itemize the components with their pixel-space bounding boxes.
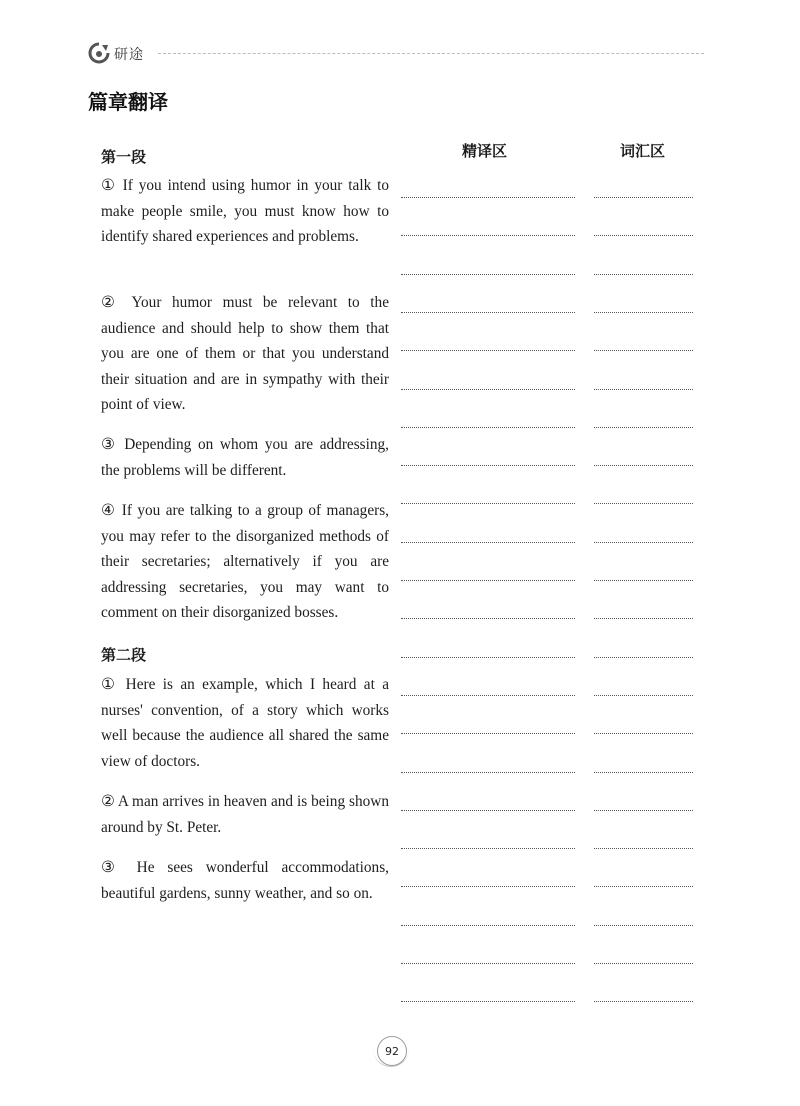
vocabulary-writing-line[interactable] — [594, 580, 693, 581]
vocabulary-writing-line[interactable] — [594, 1001, 693, 1002]
page-number: 92 — [377, 1036, 407, 1066]
translation-writing-line[interactable] — [401, 503, 575, 504]
vocabulary-writing-line[interactable] — [594, 772, 693, 773]
vocabulary-writing-line[interactable] — [594, 733, 693, 734]
paragraph-1-sentence-1: ① If you intend using humor in your talk to make people smile, you must know how to identify shared experiences and problems. — [101, 177, 389, 246]
translation-writing-line[interactable] — [401, 389, 575, 390]
vocabulary-writing-line[interactable] — [594, 389, 693, 390]
translation-writing-line[interactable] — [401, 197, 575, 198]
translation-writing-line[interactable] — [401, 733, 575, 734]
vocabulary-writing-line[interactable] — [594, 274, 693, 275]
translation-writing-line[interactable] — [401, 427, 575, 428]
paragraph-2-label: 第二段 — [101, 646, 147, 664]
page-header — [88, 40, 704, 66]
translation-writing-line[interactable] — [401, 810, 575, 811]
vocabulary-writing-line[interactable] — [594, 197, 693, 198]
header-divider — [158, 53, 704, 54]
vocabulary-writing-line[interactable] — [594, 618, 693, 619]
vocabulary-writing-line[interactable] — [594, 810, 693, 811]
translation-writing-line[interactable] — [401, 657, 575, 658]
vocabulary-writing-line[interactable] — [594, 848, 693, 849]
vocabulary-writing-line[interactable] — [594, 542, 693, 543]
translation-writing-line[interactable] — [401, 580, 575, 581]
translation-writing-line[interactable] — [401, 695, 575, 696]
vocabulary-writing-line[interactable] — [594, 465, 693, 466]
paragraph-2-sentence-2: ② A man arrives in heaven and is being shown around by St. Peter. — [101, 793, 389, 836]
paragraph-1-sentence-4: ④ If you are talking to a group of managers, you may refer to the disorganized methods of their secretaries; alternatively if you are addressing secretaries, you may want to comment on their disorganized bosses. — [101, 502, 389, 622]
brand-logo-icon — [88, 42, 110, 64]
paragraph-2-sentence-1: ① Here is an example, which I heard at a nurses' convention, of a story which works well because the audience all shared the same view of doctors. — [101, 676, 389, 770]
vocabulary-writing-line[interactable] — [594, 312, 693, 313]
paragraph-1-label: 第一段 — [101, 148, 147, 166]
translation-writing-line[interactable] — [401, 350, 575, 351]
vocabulary-writing-line[interactable] — [594, 427, 693, 428]
translation-writing-line[interactable] — [401, 886, 575, 887]
vocabulary-writing-line[interactable] — [594, 657, 693, 658]
translation-writing-line[interactable] — [401, 772, 575, 773]
paragraph-1-sentence-3: ③ Depending on whom you are addressing, the problems will be different. — [101, 436, 389, 479]
translation-writing-line[interactable] — [401, 542, 575, 543]
paragraph-1-sentence-2: ② Your humor must be relevant to the audience and should help to show them that you are one of them or that you understand their situation and are in sympathy with their point of view. — [101, 294, 389, 414]
translation-writing-line[interactable] — [401, 1001, 575, 1002]
brand-name: 研途 — [114, 47, 144, 63]
translation-writing-line[interactable] — [401, 925, 575, 926]
vocabulary-writing-line[interactable] — [594, 963, 693, 964]
section-title: 篇章翻译 — [88, 90, 168, 114]
translation-writing-line[interactable] — [401, 465, 575, 466]
translation-writing-line[interactable] — [401, 235, 575, 236]
vocabulary-column-header: 词汇区 — [620, 142, 666, 160]
vocabulary-writing-line[interactable] — [594, 350, 693, 351]
translation-column-header: 精译区 — [462, 142, 508, 160]
paragraph-2-sentence-3: ③ He sees wonderful accommodations, beautiful gardens, sunny weather, and so on. — [101, 859, 389, 902]
vocabulary-writing-line[interactable] — [594, 235, 693, 236]
vocabulary-writing-line[interactable] — [594, 925, 693, 926]
translation-writing-line[interactable] — [401, 312, 575, 313]
translation-writing-line[interactable] — [401, 848, 575, 849]
vocabulary-writing-line[interactable] — [594, 503, 693, 504]
vocabulary-writing-line[interactable] — [594, 695, 693, 696]
vocabulary-writing-line[interactable] — [594, 886, 693, 887]
translation-writing-line[interactable] — [401, 274, 575, 275]
translation-writing-line[interactable] — [401, 963, 575, 964]
translation-writing-line[interactable] — [401, 618, 575, 619]
